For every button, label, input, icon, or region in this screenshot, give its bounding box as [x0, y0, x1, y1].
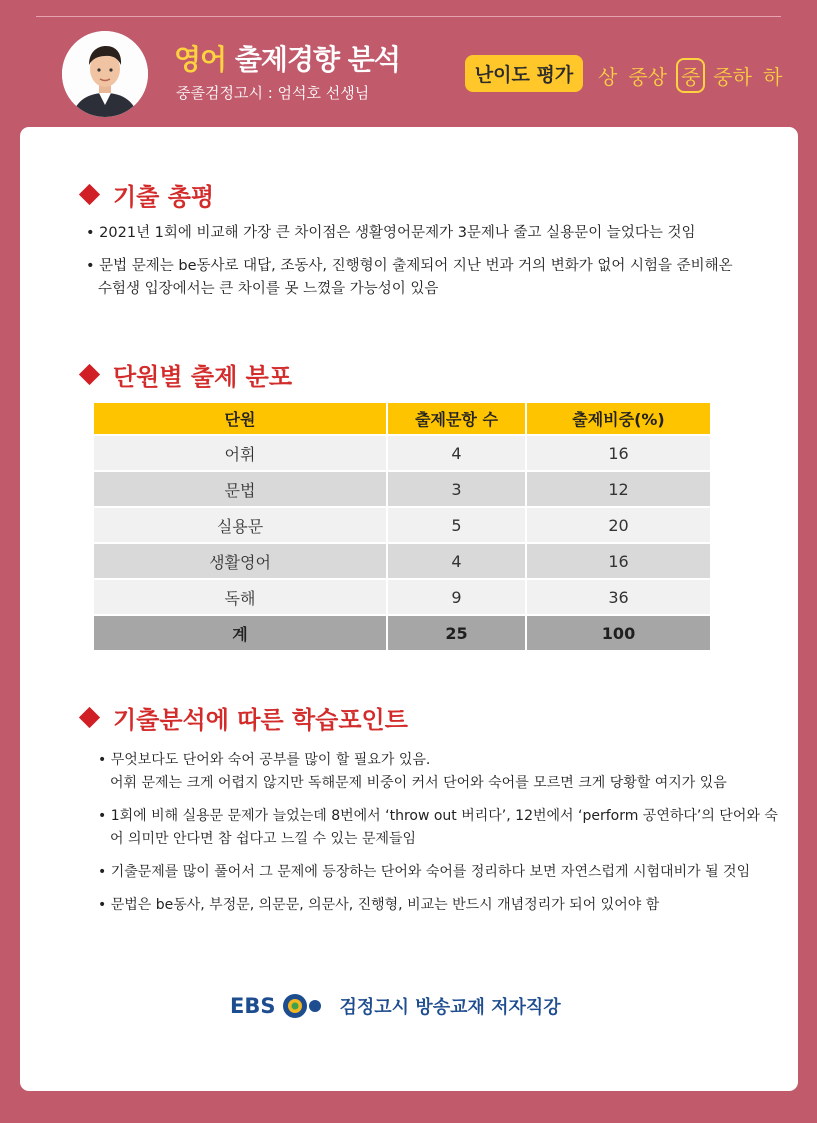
summary-item: • 2021년 1회에 비교해 가장 큰 차이점은 생활영어문제가 3문제나 줄고 실용문이 늘었다는 것임: [86, 225, 696, 241]
point-item: • 문법은 be동사, 부정문, 의문문, 의문사, 진행형, 비교는 반드시 개념정리가 되어 있어야 함: [98, 897, 660, 913]
level-high: 상: [598, 65, 618, 89]
cell-ratio: 20: [526, 507, 710, 543]
level-mid-low: 중하: [713, 65, 752, 89]
teacher-photo: [62, 31, 148, 117]
diamond-bullet-icon: [79, 184, 100, 205]
diamond-bullet-icon: [79, 364, 100, 385]
ebs-logo-icon: [281, 992, 327, 1020]
summary-list: [86, 222, 746, 301]
total-count: 25: [387, 615, 526, 650]
cell-unit: 생활영어: [94, 543, 387, 579]
level-mid-selected: 중: [676, 58, 705, 93]
difficulty-badge: 난이도 평가: [465, 55, 583, 92]
subtitle: 중졸검정고시 : 엄석호 선생님: [176, 84, 370, 102]
header-ratio: 출제비중(%): [526, 403, 710, 435]
ebs-logo-text: EBS: [230, 994, 276, 1018]
cell-ratio: 12: [526, 471, 710, 507]
summary-item: • 문법 문제는 be동사로 대답, 조동사, 진행형이 출제되어 지난 번과 거의 변화가 없어 시험을 준비해온 수험생 입장에서는 큰 차이를 못 느꼈을 가능성이 있음: [86, 258, 733, 297]
cell-ratio: 16: [526, 543, 710, 579]
difficulty-levels: [598, 58, 793, 93]
table-row: [94, 543, 710, 579]
point-item: • 1회에 비해 실용문 문제가 늘었는데 8번에서 ‘throw out 버리다’, 12번에서 ‘perform 공연하다’의 단어와 숙어 의미만 안다면 참 쉽다고 느낄 수 있는 문제들임: [98, 808, 778, 847]
points-title: 기출분석에 따른 학습포인트: [113, 706, 408, 734]
points-list: [98, 749, 778, 917]
footer-brand: [230, 992, 561, 1020]
diamond-bullet-icon: [79, 707, 100, 728]
point-item: • 무엇보다도 단어와 숙어 공부를 많이 할 필요가 있음.: [98, 752, 431, 768]
point-item-continued: 어휘 문제는 크게 어렵지 않지만 독해문제 비중이 커서 단어와 숙어를 모르면 크게 당황할 여지가 있음: [110, 775, 727, 791]
cell-count: 5: [387, 507, 526, 543]
page-title: [174, 38, 400, 78]
cell-unit: 어휘: [94, 435, 387, 471]
table-row: [94, 471, 710, 507]
cell-count: 3: [387, 471, 526, 507]
points-section-title: [78, 700, 408, 735]
footer-text: 검정고시 방송교재 저자직강: [339, 997, 561, 1018]
cell-unit: 독해: [94, 579, 387, 615]
cell-count: 4: [387, 435, 526, 471]
table-header-row: [94, 403, 710, 435]
summary-section-title: [78, 177, 214, 212]
cell-ratio: 16: [526, 435, 710, 471]
table-row: [94, 579, 710, 615]
level-mid-high: 중상: [628, 65, 667, 89]
level-low: 하: [762, 65, 783, 89]
summary-title: 기출 총평: [113, 183, 215, 211]
cell-count: 4: [387, 543, 526, 579]
title-subject: 영어: [174, 43, 227, 76]
total-ratio: 100: [526, 615, 710, 650]
cell-count: 9: [387, 579, 526, 615]
table-row: [94, 507, 710, 543]
content-card: [20, 127, 798, 1091]
cell-ratio: 36: [526, 579, 710, 615]
cell-unit: 실용문: [94, 507, 387, 543]
table-row: [94, 435, 710, 471]
distribution-table: [94, 403, 710, 650]
total-label: 계: [94, 615, 387, 650]
title-rest: 출제경향 분석: [226, 43, 400, 76]
header-unit: 단원: [94, 403, 387, 435]
header-divider: [36, 16, 781, 17]
distribution-section-title: [78, 357, 292, 392]
cell-unit: 문법: [94, 471, 387, 507]
table-total-row: [94, 615, 710, 650]
distribution-title: 단원별 출제 분포: [113, 363, 292, 391]
teacher-portrait-icon: [62, 31, 148, 117]
point-item: • 기출문제를 많이 풀어서 그 문제에 등장하는 단어와 숙어를 정리하다 보면 자연스럽게 시험대비가 될 것임: [98, 864, 751, 880]
header-count: 출제문항 수: [387, 403, 526, 435]
